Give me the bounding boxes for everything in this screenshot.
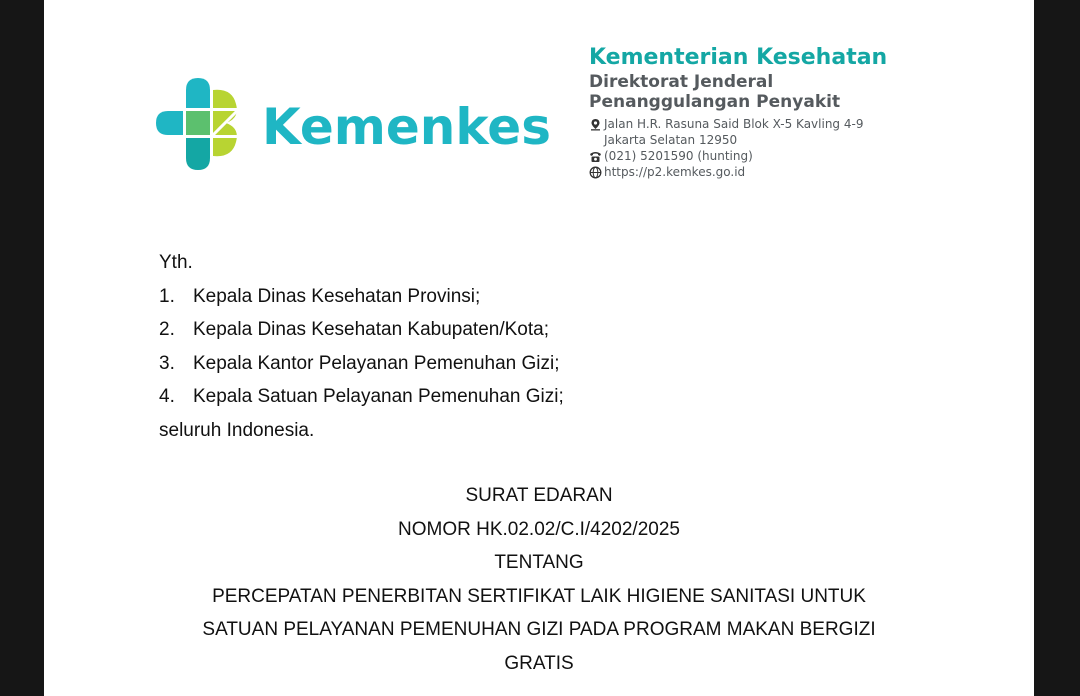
list-item-text: Kepala Kantor Pelayanan Pemenuhan Gizi; — [193, 352, 560, 374]
subject-line1: PERCEPATAN PENERBITAN SERTIFIKAT LAIK HIGIENE SANITASI UNTUK — [212, 585, 866, 607]
list-item-text: Kepala Satuan Pelayanan Pemenuhan Gizi; — [193, 386, 564, 408]
directorate-line1: Direktorat Jenderal — [589, 72, 774, 92]
subject-line2: SATUAN PELAYANAN PEMENUHAN GIZI PADA PROGRAM MAKAN BERGIZI — [202, 619, 876, 641]
recipient-section — [159, 246, 979, 448]
address-line2: Jakarta Selatan 12950 — [604, 133, 738, 147]
kemenkes-logo-icon — [156, 78, 242, 172]
list-item-text: Kepala Dinas Kesehatan Provinsi; — [193, 285, 481, 307]
document-title-block — [44, 479, 1034, 681]
list-item — [159, 347, 979, 381]
closing-recipient: seluruh Indonesia. — [159, 419, 315, 441]
list-item-number: 1. — [159, 285, 175, 307]
document-page — [44, 0, 1034, 696]
phone-number: (021) 5201590 (hunting) — [604, 149, 753, 163]
telephone-icon — [589, 150, 602, 163]
phone-row — [589, 148, 887, 164]
ministry-name: Kementerian Kesehatan — [589, 45, 888, 70]
list-item-number: 4. — [159, 386, 175, 408]
location-pin-icon — [589, 118, 602, 131]
address-line1: Jalan H.R. Rasuna Said Blok X-5 Kavling 4-9 — [604, 117, 864, 131]
kemenkes-wordmark: Kemenkes — [262, 98, 551, 156]
document-about: TENTANG — [494, 552, 584, 574]
subject-line3: GRATIS — [504, 652, 574, 674]
recipient-list — [159, 280, 979, 414]
document-number: NOMOR HK.02.02/C.I/4202/2025 — [398, 518, 680, 540]
list-item-text: Kepala Dinas Kesehatan Kabupaten/Kota; — [193, 319, 549, 341]
address-line1-row — [589, 116, 887, 132]
list-item — [159, 313, 979, 347]
list-item-number: 2. — [159, 319, 175, 341]
globe-icon — [589, 166, 602, 179]
document-type: SURAT EDARAN — [465, 485, 613, 506]
list-item — [159, 280, 979, 314]
directorate-line2: Penanggulangan Penyakit — [589, 92, 841, 112]
list-item — [159, 380, 979, 414]
salutation: Yth. — [159, 252, 193, 273]
list-item-number: 3. — [159, 352, 175, 374]
letterhead-info — [589, 44, 887, 180]
website-row — [589, 164, 887, 180]
website-url[interactable]: https://p2.kemkes.go.id — [604, 165, 746, 179]
